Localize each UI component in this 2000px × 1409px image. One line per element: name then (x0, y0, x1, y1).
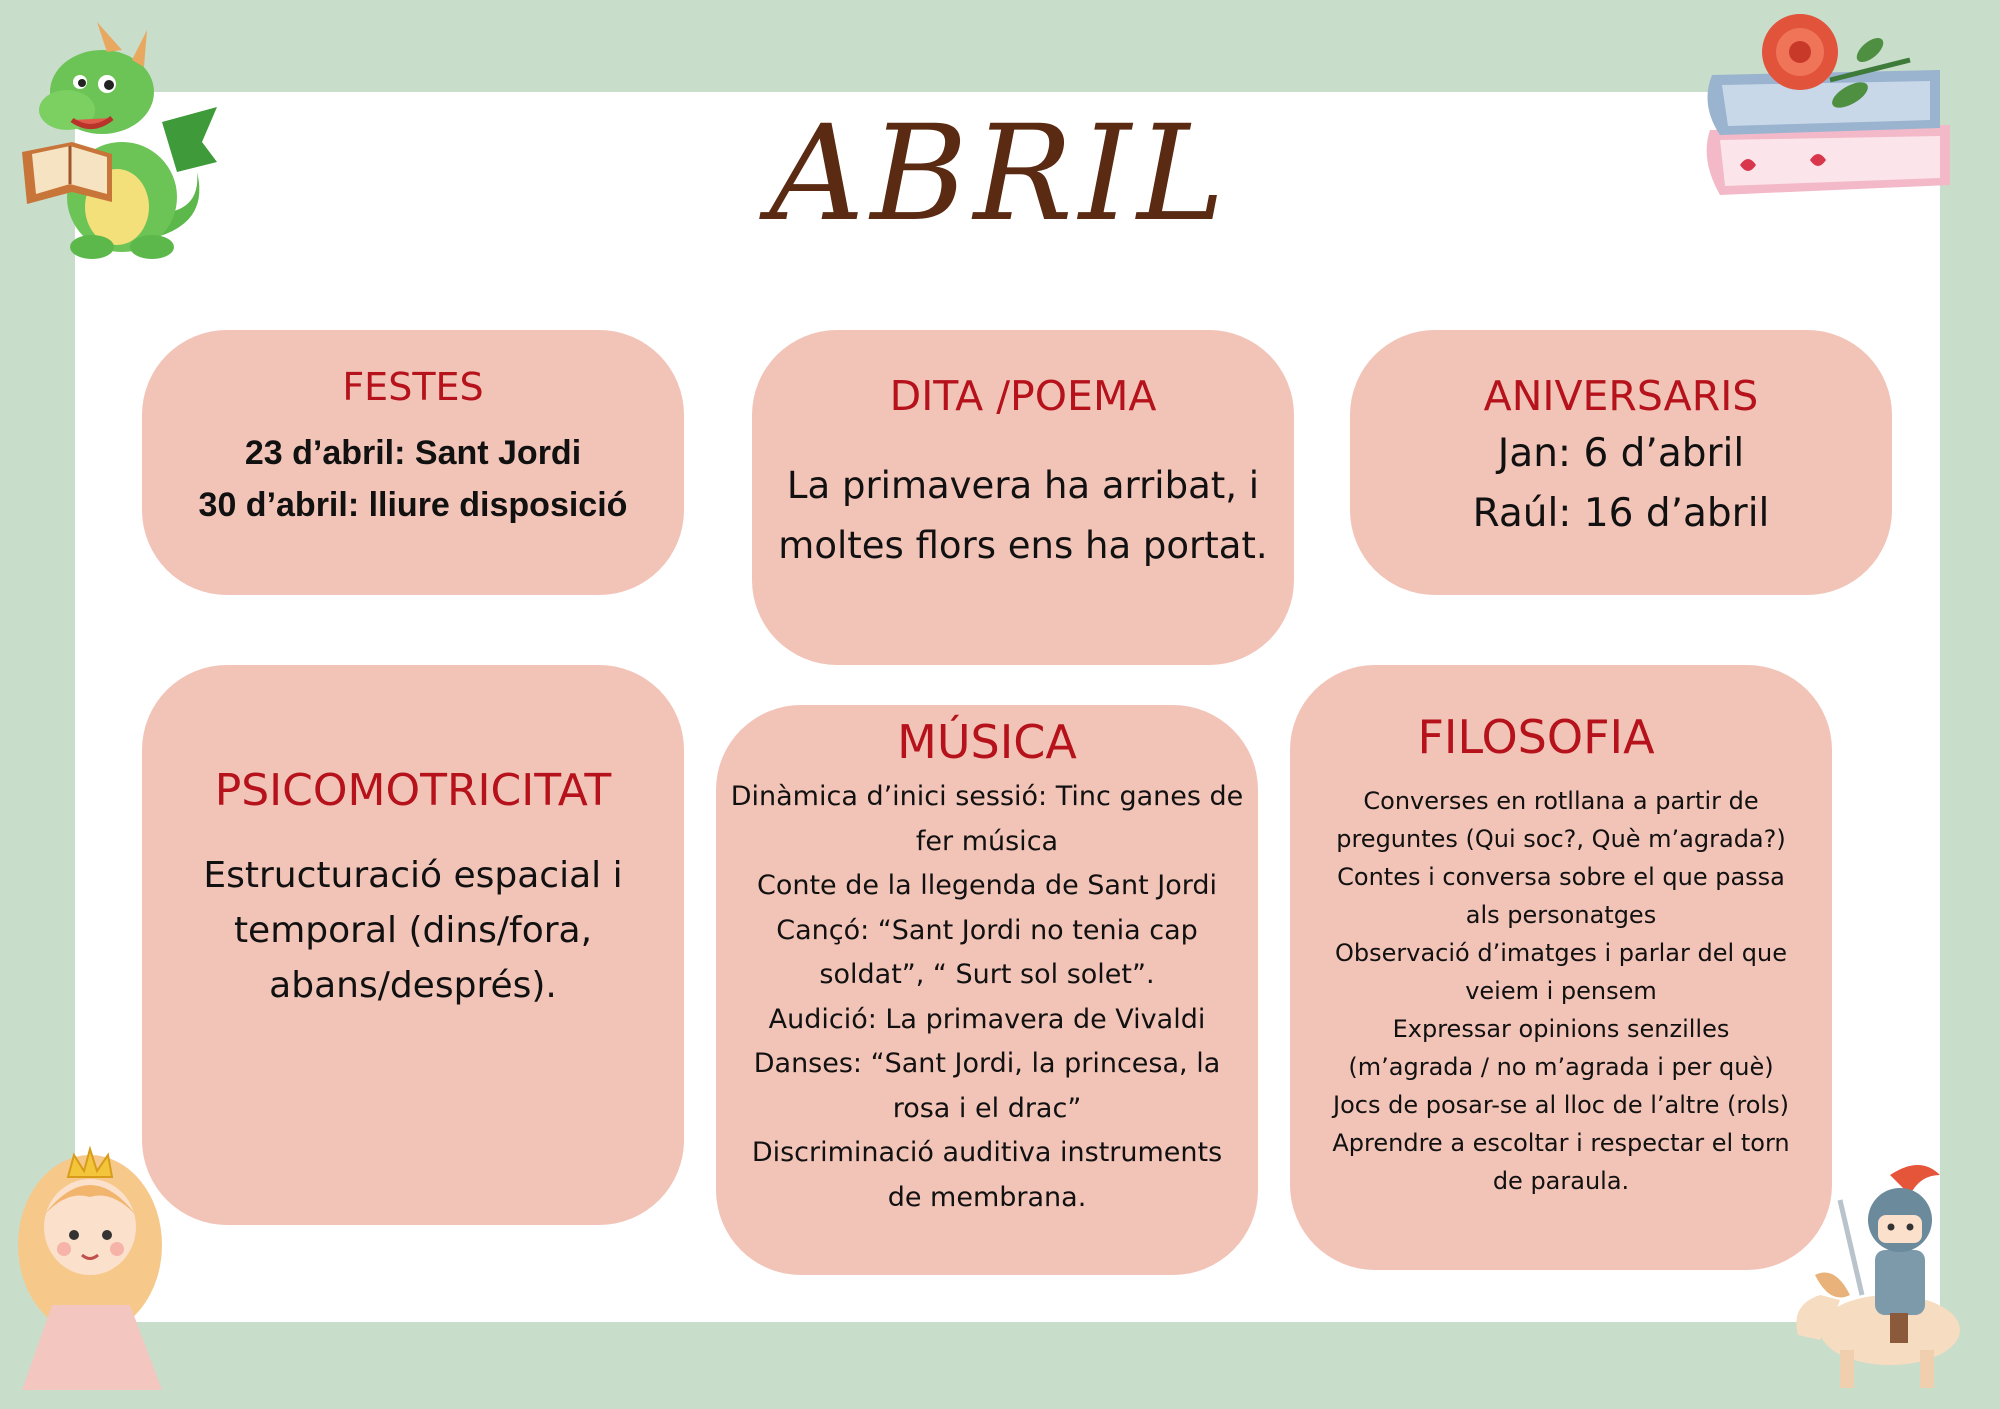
musica-line: fer música (915, 825, 1059, 857)
filosofia-line: Converses en rotllana a partir de (1363, 787, 1759, 815)
musica-line: Dinàmica d’inici sessió: Tinc ganes de (730, 781, 1244, 812)
filosofia-line: Observació d’imatges i parlar del que (1335, 939, 1787, 967)
card-psicomotricitat (142, 665, 684, 1225)
psicomotricitat-heading: PSICOMOTRICITAT (214, 765, 612, 816)
festes-heading: FESTES (342, 365, 484, 409)
filosofia-body (1290, 782, 1832, 1200)
card-filosofia (1290, 665, 1832, 1270)
musica-line: Danses: “Sant Jordi, la princesa, la (753, 1048, 1221, 1079)
psicomotricitat-line: abans/després). (269, 965, 557, 1006)
musica-line: de membrana. (887, 1181, 1087, 1213)
knight-horse-icon (1780, 1155, 1980, 1395)
card-aniversaris (1350, 330, 1892, 595)
musica-line: Audició: La primavera de Vivaldi (768, 1003, 1206, 1035)
filosofia-line: veiem i pensem (1465, 977, 1657, 1005)
musica-line: Conte de la llegenda de Sant Jordi (756, 870, 1217, 901)
books-rose-icon (1700, 10, 1965, 205)
dita-line: La primavera ha arribat, i (786, 464, 1260, 507)
page-title: ABRIL (769, 97, 1231, 251)
musica-heading: MÚSICA (897, 715, 1077, 769)
musica-line: soldat”, “ Surt sol solet”. (819, 959, 1155, 990)
aniversaris-line: Jan: 6 d’abril (1497, 431, 1745, 476)
aniversaris-body (1350, 424, 1892, 544)
card-festes (142, 330, 684, 595)
dita-heading: DITA /POEMA (889, 372, 1157, 420)
festes-body (142, 427, 684, 531)
psicomotricitat-body (142, 848, 684, 1013)
filosofia-line: preguntes (Qui soc?, Què m’agrada?) (1336, 825, 1786, 853)
card-dita-poema (752, 330, 1294, 665)
musica-line: rosa i el drac” (892, 1092, 1082, 1124)
aniversaris-line: Raúl: 16 d’abril (1472, 491, 1770, 536)
psicomotricitat-line: temporal (dins/fora, (233, 910, 593, 951)
filosofia-line: de paraula. (1492, 1167, 1630, 1195)
dragon-reading-icon (12, 12, 222, 262)
musica-line: Discriminació auditiva instruments (751, 1137, 1223, 1168)
dita-body (752, 456, 1294, 576)
dita-line: moltes flors ens ha portat. (778, 524, 1268, 567)
psicomotricitat-line: Estructuració espacial i (203, 855, 623, 896)
musica-line: Cançó: “Sant Jordi no tenia cap (776, 914, 1198, 946)
filosofia-line: Aprendre a escoltar i respectar el torn (1332, 1129, 1790, 1157)
filosofia-line: Expressar opinions senzilles (1392, 1015, 1730, 1043)
filosofia-line: (m’agrada / no m’agrada i per què) (1348, 1053, 1774, 1081)
festes-line: 23 d’abril: Sant Jordi (244, 434, 582, 472)
filosofia-line: als personatges (1465, 901, 1657, 929)
card-musica (716, 705, 1258, 1275)
filosofia-line: Contes i conversa sobre el que passa (1337, 863, 1785, 891)
filosofia-line: Jocs de posar-se al lloc de l’altre (rols) (1333, 1091, 1789, 1119)
filosofia-heading: FILOSOFIA (1417, 710, 1655, 764)
aniversaris-heading: ANIVERSARIS (1483, 372, 1759, 420)
princess-icon (12, 1135, 172, 1395)
musica-body (716, 775, 1258, 1220)
festes-line: 30 d’abril: lliure disposició (198, 486, 628, 524)
